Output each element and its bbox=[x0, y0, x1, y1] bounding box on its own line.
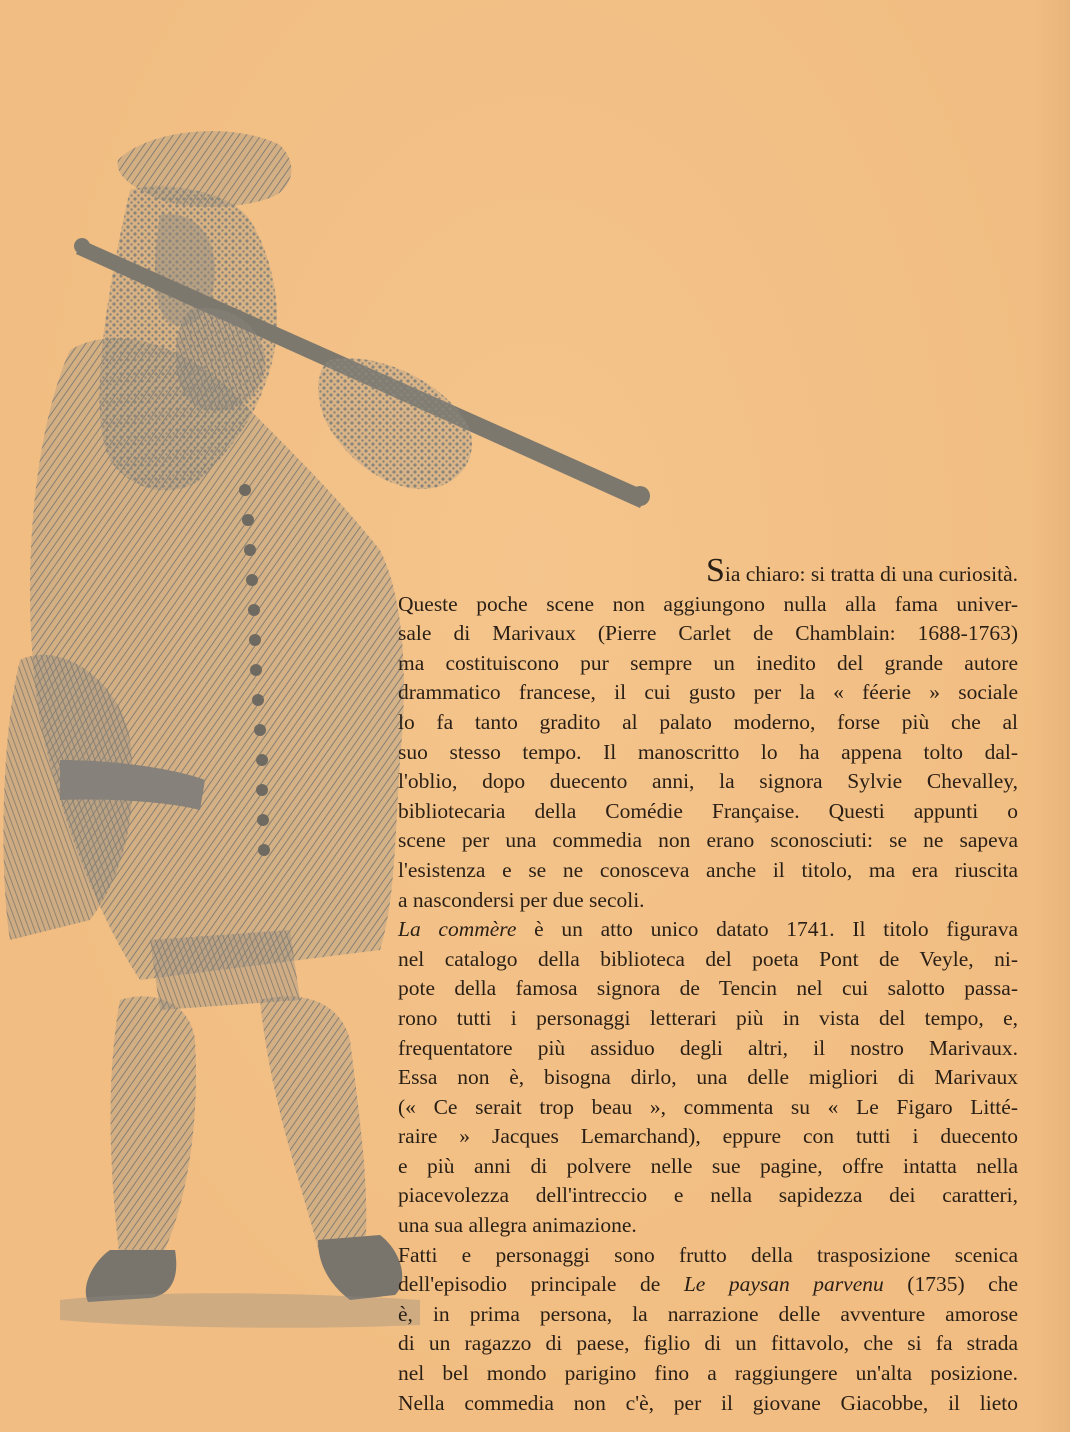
article-first-line bbox=[398, 552, 1018, 590]
text-line: di un ragazzo di paese, figlio di un fittavolo, che si fa strada bbox=[398, 1331, 1018, 1356]
text-line: frequentatore più assiduo degli altri, il nostro Marivaux. bbox=[398, 1035, 1018, 1060]
text-line: Nella commedia non c'è, per il giovane Giacobbe, il lieto bbox=[398, 1390, 1018, 1415]
ground-shadow-shape bbox=[60, 1293, 420, 1327]
title-la-commere: La commère bbox=[398, 917, 517, 942]
text-line: (« Ce serait trop beau », commenta su « Le Figaro Litté- bbox=[398, 1094, 1018, 1119]
text-line: rono tutti i personaggi letterari più in vista del tempo, e, bbox=[398, 1005, 1018, 1030]
text-line: e più anni di polvere nelle sue pagine, offre intatta nella bbox=[398, 1153, 1018, 1178]
text-line: pote della famosa signora de Tencin nel cui salotto passa- bbox=[398, 976, 1018, 1001]
text-line: ma costituiscono pur sempre un inedito del grande autore bbox=[398, 650, 1018, 675]
text-line: raire » Jacques Lemarchand), eppure con tutti i duecento bbox=[398, 1124, 1018, 1149]
text-line: è, in prima persona, la narrazione delle avventure amorose bbox=[398, 1301, 1018, 1326]
text-line: l'esistenza e se ne conosceva anche il titolo, ma era riuscita bbox=[398, 857, 1018, 882]
text-line: è un atto unico datato 1741. Il titolo figurava bbox=[516, 917, 1018, 942]
page-edge-shadow bbox=[1032, 0, 1070, 1432]
text-line: suo stesso tempo. Il manoscritto lo ha appena tolto dal- bbox=[398, 739, 1018, 764]
text-line: ia chiaro: si tratta di una curiosità. bbox=[724, 562, 1018, 586]
text-line: (1735) che bbox=[883, 1272, 1018, 1297]
text-line: l'oblio, dopo duecento anni, la signora Sylvie Chevalley, bbox=[398, 769, 1018, 794]
text-line: a nascondersi per due secoli. bbox=[398, 887, 645, 912]
text-line: nel bel mondo parigino fino a raggiungere un'alta posizione. bbox=[398, 1361, 1018, 1386]
text-line: Queste poche scene non aggiungono nulla alla fama univer- bbox=[398, 591, 1018, 616]
article-text bbox=[398, 552, 1018, 1418]
title-le-paysan-parvenu: Le paysan parvenu bbox=[683, 1272, 884, 1297]
text-line-with-title bbox=[398, 1270, 1018, 1300]
drop-cap: S bbox=[705, 552, 725, 589]
right-shoe-shape bbox=[318, 1235, 402, 1300]
text-line: bibliotecaria della Comédie Française. Questi appunti o bbox=[398, 798, 1018, 823]
text-line: una sua allegra animazione. bbox=[398, 1213, 637, 1238]
text-line: drammatico francese, il cui gusto per la « féerie » sociale bbox=[398, 680, 1018, 705]
text-line: sale di Marivaux (Pierre Carlet de Chamblain: 1688-1763) bbox=[398, 621, 1018, 646]
text-line-with-title bbox=[398, 915, 1018, 945]
right-leg-shape bbox=[260, 996, 366, 1255]
left-leg-shape bbox=[111, 996, 196, 1260]
text-line: dell'episodio principale de bbox=[398, 1272, 684, 1297]
right-cuff-shape bbox=[318, 358, 472, 489]
text-line: Essa non è, bisogna dirlo, una delle migliori di Marivaux bbox=[398, 1065, 1018, 1090]
text-line: nel catalogo della biblioteca del poeta Pont de Veyle, ni- bbox=[398, 946, 1018, 971]
text-line: scene per una commedia non erano sconosciuti: se ne sapeva bbox=[398, 828, 1018, 853]
text-line: piacevolezza dell'intreccio e nella sapidezza dei caratteri, bbox=[398, 1183, 1018, 1208]
text-line: lo fa tanto gradito al palato moderno, forse più che al bbox=[398, 709, 1018, 734]
text-line: Fatti e personaggi sono frutto della trasposizione scenica bbox=[398, 1242, 1018, 1267]
